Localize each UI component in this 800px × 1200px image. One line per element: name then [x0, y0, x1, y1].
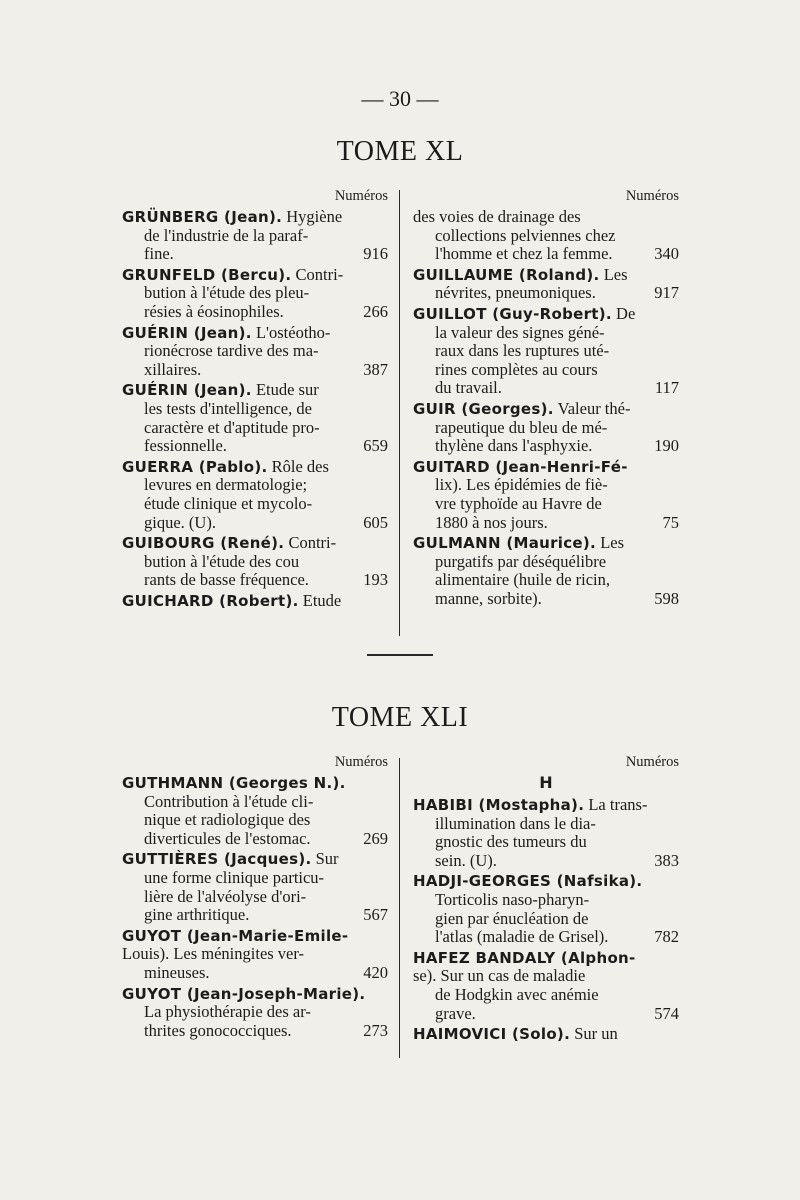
- title-text: Sur un: [570, 1024, 618, 1044]
- title-text: des voies de drainage des: [413, 207, 581, 226]
- entry-line: [122, 906, 388, 925]
- title-text: la valeur des signes géné-: [435, 322, 605, 342]
- entry-text: [435, 553, 606, 572]
- entry-number: 117: [654, 378, 679, 398]
- author-name: GRUNFELD (Bercu).: [122, 265, 292, 284]
- title-text: La physiothérapie des ar-: [144, 1002, 311, 1022]
- index-entry: [413, 400, 679, 456]
- entry-number: 387: [363, 359, 388, 379]
- entry-number: 598: [654, 588, 679, 608]
- entry-text: [144, 437, 227, 456]
- entry-text: [413, 872, 642, 891]
- entry-text: [122, 927, 348, 946]
- author-name: GUTTIÈRES (Jacques).: [122, 850, 312, 869]
- entry-text: [144, 793, 313, 812]
- entry-text: [144, 964, 210, 983]
- entry-text: [144, 495, 312, 514]
- entry-line: [413, 891, 679, 910]
- entry-text: [122, 208, 342, 227]
- entry-line: [122, 476, 388, 495]
- entry-line: [122, 793, 388, 812]
- author-name: GUYOT (Jean-Joseph-Marie).: [122, 984, 366, 1003]
- entry-line: [122, 811, 388, 830]
- index-entry: [122, 266, 388, 322]
- entry-text: [144, 1003, 311, 1022]
- author-name: GULMANN (Maurice).: [413, 534, 597, 553]
- entry-text: [435, 986, 599, 1005]
- title-text: l'homme et chez la femme.: [435, 244, 613, 264]
- entry-text: [413, 796, 647, 815]
- title-text: Etude sur: [251, 380, 319, 400]
- entry-text: [413, 266, 628, 285]
- letter-heading: H: [539, 773, 553, 792]
- entry-line: [122, 1022, 388, 1041]
- column-left: [122, 752, 388, 1040]
- title-text: gine arthritique.: [144, 905, 250, 925]
- title-text: Les: [596, 533, 625, 553]
- entry-line: [413, 324, 679, 343]
- title-text: rines complètes au cours: [435, 359, 598, 379]
- index-entry: [413, 1025, 679, 1044]
- index-entry: [413, 796, 679, 870]
- entry-line: [413, 305, 679, 324]
- entry-line: [413, 400, 679, 419]
- entry-line: [122, 324, 388, 343]
- entry-text: [122, 592, 341, 611]
- entry-text: [122, 534, 336, 553]
- title-text: rionécrose tardive des ma-: [144, 341, 319, 361]
- author-name: GUYOT (Jean-Marie-Emile-: [122, 926, 349, 945]
- title-text: De: [611, 303, 636, 323]
- entry-text: [435, 476, 608, 495]
- entry-line: [122, 571, 388, 590]
- entry-text: [413, 949, 636, 968]
- entry-text: [435, 495, 602, 514]
- numeros-header: Numéros: [625, 188, 679, 204]
- entry-line: [413, 227, 679, 246]
- entry-text: [435, 324, 605, 343]
- entry-line: [413, 379, 679, 398]
- entry-line: [122, 266, 388, 285]
- title-text: Valeur thé-: [553, 398, 631, 418]
- entry-text: [435, 1005, 476, 1024]
- entry-line: [122, 534, 388, 553]
- title-text: purgatifs par déséquélibre: [435, 551, 607, 571]
- title-text: Etude: [298, 590, 342, 610]
- index-entry: [122, 592, 388, 611]
- entry-line: [413, 476, 679, 495]
- title-text: gnostic des tumeurs du: [435, 832, 587, 852]
- entry-number: 659: [363, 436, 388, 456]
- entry-text: [144, 284, 309, 303]
- entry-text: [413, 400, 630, 419]
- title-text: Contri-: [284, 533, 337, 553]
- title-text: bution à l'étude des pleu-: [144, 283, 310, 303]
- entry-line: [413, 796, 679, 815]
- entry-text: [435, 833, 587, 852]
- entry-line: [413, 1005, 679, 1024]
- title-text: mineuses.: [144, 962, 210, 982]
- entry-line: [413, 590, 679, 609]
- entry-line: [122, 985, 388, 1004]
- title-text: de Hodgkin avec anémie: [435, 984, 599, 1004]
- title-text: vre typhoïde au Havre de: [435, 493, 602, 513]
- entry-text: [435, 571, 610, 590]
- entry-line: [413, 872, 679, 891]
- entry-line: [122, 553, 388, 572]
- entry-number: 917: [654, 283, 679, 303]
- entry-text: [144, 906, 249, 925]
- entry-line: [122, 227, 388, 246]
- entry-text: [413, 305, 635, 324]
- entry-text: [122, 381, 319, 400]
- entry-text: [435, 379, 502, 398]
- entry-text: [435, 815, 596, 834]
- entry-text: [435, 227, 616, 246]
- column-rule: [399, 758, 400, 1058]
- entry-text: [413, 534, 624, 553]
- entry-text: [144, 419, 320, 438]
- title-text: Rôle des: [267, 456, 329, 476]
- entry-line: [122, 774, 388, 793]
- author-name: GRÜNBERG (Jean).: [122, 208, 283, 226]
- entry-text: [144, 476, 307, 495]
- entry-text: [144, 514, 216, 533]
- section-divider: [367, 654, 433, 656]
- index-entry: [413, 266, 679, 303]
- numeros-header: Numéros: [625, 754, 679, 770]
- entry-text: [413, 1025, 618, 1044]
- entry-text: [122, 850, 339, 869]
- entry-line: [122, 245, 388, 264]
- author-name: GUILLAUME (Roland).: [413, 265, 600, 284]
- entry-text: [435, 245, 613, 264]
- entry-text: [435, 419, 607, 438]
- title-text: manne, sorbite).: [435, 588, 542, 608]
- entry-line: [413, 284, 679, 303]
- column-left: [122, 186, 388, 610]
- title-text: Contribution à l'étude cli-: [144, 791, 314, 811]
- title-text: rapeutique du bleu de mé-: [435, 417, 608, 437]
- entry-line: [413, 514, 679, 533]
- entry-line: [122, 850, 388, 869]
- entry-line: [122, 888, 388, 907]
- entry-line: [122, 514, 388, 533]
- entry-text: [413, 967, 585, 986]
- entry-text: [435, 514, 548, 533]
- entry-line: [122, 495, 388, 514]
- tome-title: TOME XLI: [331, 702, 469, 733]
- index-entry: [122, 324, 388, 380]
- entry-number: 782: [654, 927, 679, 947]
- title-text: de l'industrie de la paraf-: [144, 225, 309, 245]
- entry-line: [122, 945, 388, 964]
- index-entry: [122, 850, 388, 924]
- entry-line: [122, 869, 388, 888]
- entry-number: 340: [654, 244, 679, 264]
- index-entry: [413, 458, 679, 532]
- title-text: nique et radiologique des: [144, 810, 311, 830]
- entry-text: [144, 888, 306, 907]
- entry-line: [122, 419, 388, 438]
- entry-text: [144, 245, 174, 264]
- title-text: étude clinique et mycolo-: [144, 493, 313, 513]
- entry-line: [122, 361, 388, 380]
- column-right: [413, 752, 679, 1044]
- title-text: xillaires.: [144, 359, 202, 379]
- index-entry: [413, 872, 679, 946]
- entry-number: 266: [363, 301, 388, 321]
- title-text: du travail.: [435, 378, 502, 398]
- entry-text: [413, 458, 628, 477]
- title-text: Hygiène: [282, 207, 343, 226]
- numeros-header: Numéros: [334, 188, 388, 204]
- entry-number: 567: [363, 905, 388, 925]
- title-text: Sur: [311, 849, 339, 869]
- entry-text: [144, 400, 312, 419]
- entry-line: [122, 437, 388, 456]
- entry-text: [122, 266, 343, 285]
- entry-text: [122, 324, 330, 343]
- entry-text: [435, 342, 609, 361]
- entry-line: [413, 949, 679, 968]
- title-text: Louis). Les méningites ver-: [122, 944, 305, 964]
- title-text: La trans-: [584, 795, 648, 814]
- tome-title: TOME XL: [336, 136, 464, 167]
- title-text: une forme clinique particu-: [144, 867, 325, 887]
- entry-text: [144, 869, 324, 888]
- author-name: GUTHMANN (Georges N.).: [122, 774, 346, 792]
- title-text: grave.: [435, 1003, 476, 1023]
- entry-text: [144, 361, 201, 380]
- entry-line: [122, 592, 388, 611]
- page-number: — 30 —: [361, 86, 439, 111]
- entry-text: [435, 928, 608, 947]
- title-text: illumination dans le dia-: [435, 813, 596, 833]
- title-text: L'ostéotho-: [251, 322, 331, 342]
- author-name: GUITARD (Jean-Henri-Fé-: [413, 457, 628, 476]
- entry-text: [144, 553, 299, 572]
- entry-line: [122, 284, 388, 303]
- title-text: névrites, pneumoniques.: [435, 283, 596, 303]
- entry-line: [413, 815, 679, 834]
- title-text: résies à éosinophiles.: [144, 301, 284, 321]
- entry-line: [413, 437, 679, 456]
- entry-line: [413, 928, 679, 947]
- entry-text: [122, 774, 346, 793]
- author-name: GUILLOT (Guy-Robert).: [413, 304, 612, 323]
- entry-text: [144, 571, 309, 590]
- index-entry: [122, 927, 388, 983]
- entry-line: [122, 1003, 388, 1022]
- entry-line: [122, 342, 388, 361]
- author-name: GUIR (Georges).: [413, 399, 554, 418]
- title-text: les tests d'intelligence, de: [144, 398, 312, 418]
- entry-line: [122, 303, 388, 322]
- title-text: lix). Les épidémies de fiè-: [435, 475, 608, 495]
- index-entry: [122, 985, 388, 1041]
- entry-line: [413, 266, 679, 285]
- title-text: collections pelviennes chez: [435, 225, 616, 245]
- title-text: 1880 à nos jours.: [435, 512, 548, 532]
- entry-number: 605: [363, 512, 388, 532]
- entry-line: [122, 927, 388, 946]
- entry-text: [122, 945, 304, 964]
- entry-line: [413, 553, 679, 572]
- entry-text: [144, 227, 308, 246]
- entry-text: [435, 437, 592, 456]
- title-text: bution à l'étude des cou: [144, 551, 300, 571]
- index-entry: [122, 381, 388, 455]
- entry-number: 193: [363, 570, 388, 590]
- index-entry: [122, 774, 388, 848]
- index-entry: [413, 208, 679, 264]
- index-entry: [122, 534, 388, 590]
- entry-number: 273: [363, 1020, 388, 1040]
- entry-line: [413, 245, 679, 264]
- entry-number: 190: [654, 436, 679, 456]
- entry-number: 269: [363, 828, 388, 848]
- title-text: Contri-: [291, 264, 344, 284]
- entry-text: [144, 342, 319, 361]
- entry-text: [122, 458, 329, 477]
- index-entry: [413, 305, 679, 398]
- entry-text: [435, 852, 497, 871]
- entry-line: [122, 400, 388, 419]
- entry-line: [413, 852, 679, 871]
- title-text: rants de basse fréquence.: [144, 570, 309, 590]
- title-text: se). Sur un cas de maladie: [413, 966, 586, 986]
- entry-line: [413, 208, 679, 227]
- entry-line: [413, 419, 679, 438]
- entry-line: [122, 964, 388, 983]
- entry-line: [413, 986, 679, 1005]
- entry-line: [413, 967, 679, 986]
- entry-line: [413, 342, 679, 361]
- author-name: HADJI-GEORGES (Nafsika).: [413, 872, 643, 891]
- author-name: HABIBI (Mostapha).: [413, 796, 585, 814]
- author-name: GUICHARD (Robert).: [122, 591, 299, 610]
- title-text: fine.: [144, 244, 174, 264]
- entry-line: [122, 830, 388, 849]
- title-text: thylène dans l'asphyxie.: [435, 436, 593, 456]
- entry-line: [413, 495, 679, 514]
- entry-line: [413, 361, 679, 380]
- author-name: GUERRA (Pablo).: [122, 457, 268, 476]
- title-text: gique. (U).: [144, 512, 216, 532]
- entry-text: [144, 303, 284, 322]
- entry-number: 75: [662, 512, 679, 532]
- index-entry: [413, 534, 679, 608]
- entry-number: 420: [363, 962, 388, 982]
- author-name: HAIMOVICI (Solo).: [413, 1025, 571, 1044]
- entry-text: [435, 284, 596, 303]
- entry-text: [144, 830, 311, 849]
- title-text: sein. (U).: [435, 850, 497, 870]
- entry-line: [413, 833, 679, 852]
- entry-line: [413, 534, 679, 553]
- title-text: fessionnelle.: [144, 436, 227, 456]
- title-text: lière de l'alvéolyse d'ori-: [144, 886, 307, 906]
- title-text: levures en dermatologie;: [144, 475, 308, 495]
- index-entry: [122, 458, 388, 532]
- entry-text: [144, 1022, 292, 1041]
- entry-number: 916: [363, 244, 388, 264]
- title-text: gien par énucléation de: [435, 908, 589, 928]
- entry-text: [435, 910, 588, 929]
- author-name: HAFEZ BANDALY (Alphon-: [413, 948, 636, 967]
- entry-text: [435, 361, 598, 380]
- title-text: thrites gonococciques.: [144, 1020, 292, 1040]
- entry-line: [122, 458, 388, 477]
- title-text: alimentaire (huile de ricin,: [435, 570, 611, 590]
- entry-text: [413, 208, 581, 227]
- title-text: Les: [599, 264, 628, 284]
- entry-number: 383: [654, 850, 679, 870]
- entry-text: [435, 891, 589, 910]
- entry-line: [413, 458, 679, 477]
- entry-text: [122, 985, 365, 1004]
- author-name: GUÉRIN (Jean).: [122, 381, 252, 400]
- entry-line: [413, 1025, 679, 1044]
- author-name: GUÉRIN (Jean).: [122, 323, 252, 342]
- entry-text: [435, 590, 542, 609]
- title-text: Torticolis naso-pharyn-: [435, 889, 590, 909]
- index-entry: [122, 208, 388, 264]
- entry-line: [413, 910, 679, 929]
- column-rule: [399, 190, 400, 636]
- entry-line: [122, 381, 388, 400]
- entry-text: [144, 811, 310, 830]
- entry-line: [122, 208, 388, 227]
- numeros-header: Numéros: [334, 754, 388, 770]
- title-text: l'atlas (maladie de Grisel).: [435, 927, 609, 947]
- title-text: raux dans les ruptures uté-: [435, 341, 610, 361]
- title-text: diverticules de l'estomac.: [144, 828, 311, 848]
- title-text: caractère et d'aptitude pro-: [144, 417, 320, 437]
- entry-number: 574: [654, 1003, 679, 1023]
- author-name: GUIBOURG (René).: [122, 534, 285, 553]
- column-right: [413, 186, 679, 608]
- entry-line: [413, 571, 679, 590]
- index-entry: [413, 949, 679, 1023]
